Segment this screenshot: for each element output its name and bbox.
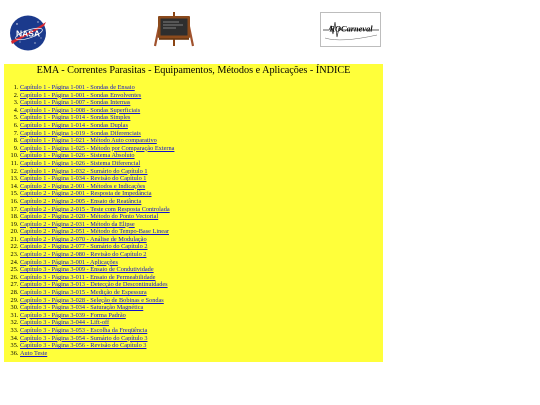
nasa-logo (8, 14, 48, 52)
nasa-logo-text: NASA (15, 28, 41, 39)
list-item (20, 312, 383, 320)
index-link[interactable]: Capítulo 1 - Página 1-026 - Sistema Diferencial (20, 159, 141, 167)
index-link[interactable]: Capítulo 2 - Página 2-015 - Teste com Resposta Controlada (20, 205, 170, 213)
list-item (20, 274, 383, 282)
index-list (4, 84, 383, 357)
index-link[interactable]: Capítulo 3 - Página 3-053 - Escolha da Freqüência (20, 327, 148, 334)
index-link[interactable]: Capítulo 1 - Página 1-014 - Sondas Simples (20, 114, 131, 122)
index-link[interactable]: Capítulo 3 - Página 3-015 - Medição de Espessura (20, 289, 147, 297)
index-link[interactable]: Capítulo 3 - Página 3-044 - Lift-off (20, 319, 110, 327)
index-link[interactable]: Capítulo 2 - Página 2-020 - Método do Ponto Vectorial (20, 213, 159, 221)
list-item (20, 335, 383, 343)
list-item (20, 289, 383, 297)
list-item (20, 342, 383, 350)
index-link[interactable]: Capítulo 1 - Página 1-034 - Revisão do Capítulo 1 (20, 175, 147, 183)
list-item (20, 198, 383, 206)
list-item (20, 92, 383, 100)
list-item (20, 243, 383, 251)
index-link[interactable]: Capítulo 1 - Página 1-001 - Sondas Envolventes (20, 91, 142, 99)
rocarneval-logo (320, 12, 381, 47)
list-item (20, 221, 383, 229)
index-link[interactable]: Capítulo 1 - Página 1-026 - Sistema Absoluto (20, 152, 135, 160)
index-link[interactable]: Capítulo 3 - Página 3-039 - Forma Padrão (20, 311, 126, 319)
index-link[interactable]: Capítulo 1 - Página 1-021 - Método Auto comparativo (20, 137, 157, 145)
list-item (20, 236, 383, 244)
index-link[interactable]: Capítulo 3 - Página 3-009 - Ensaio de Condutividade (20, 266, 154, 274)
list-item (20, 350, 383, 358)
index-link[interactable]: Capítulo 2 - Página 2-080 - Revisão do Capítulo 2 (20, 251, 147, 259)
index-link[interactable]: Auto Teste (20, 349, 48, 357)
index-link[interactable]: Capítulo 2 - Página 2-070 - Análise de Modulação (20, 235, 147, 243)
index-link[interactable]: Capítulo 1 - Página 1-019 - Sondas Diferenciais (20, 129, 141, 137)
index-link[interactable]: Capítulo 3 - Página 3-001 - Aplicações (20, 258, 118, 266)
list-item (20, 183, 383, 191)
list-item (20, 84, 383, 92)
index-link[interactable]: Capítulo 3 - Página 3-028 - Seleção de Bobinas e Sondas (20, 296, 164, 304)
list-item (20, 228, 383, 236)
list-item (20, 114, 383, 122)
list-item (20, 281, 383, 289)
index-link[interactable]: Capítulo 1 - Página 1-014 - Sondas Duplas (20, 121, 128, 129)
index-panel (4, 64, 383, 362)
rocarneval-logo-art (321, 13, 380, 46)
rocarneval-logo-text: ROCarneval (329, 24, 373, 34)
list-item (20, 213, 383, 221)
list-item (20, 122, 383, 130)
index-link[interactable]: Capítulo 3 - Página 3-013 - Detecção de Descontinuidades (20, 281, 168, 289)
list-item (20, 99, 383, 107)
list-item (20, 168, 383, 176)
index-link[interactable]: Capítulo 3 - Página 3-054 - Sumário do Capítulo 3 (20, 334, 148, 342)
list-item (20, 145, 383, 153)
list-item (20, 190, 383, 198)
index-link[interactable]: Capítulo 1 - Página 1-001 - Sondas de Ensaio (20, 84, 135, 91)
index-link[interactable]: Capítulo 2 - Página 2-051 - Método do Tempo-Base Linear (20, 228, 169, 236)
list-item (20, 130, 383, 138)
list-item (20, 160, 383, 168)
index-link[interactable]: Capítulo 2 - Página 2-001 - Resposta de Impedância (20, 190, 152, 198)
index-link[interactable]: Capítulo 1 - Página 1-008 - Sondas Superficiais (20, 106, 141, 114)
list-item (20, 152, 383, 160)
list-item (20, 304, 383, 312)
list-item (20, 319, 383, 327)
list-item (20, 206, 383, 214)
list-item (20, 137, 383, 145)
list-item (20, 107, 383, 115)
index-link[interactable]: Capítulo 1 - Página 1-007 - Sondas Internas (20, 99, 131, 107)
index-link[interactable]: Capítulo 2 - Página 2-005 - Ensaio de Reatância (20, 197, 142, 205)
chalkboard-easel-icon (151, 11, 197, 47)
list-item (20, 327, 383, 335)
index-link[interactable]: Capítulo 1 - Página 1-032 - Sumário do Capítulo 1 (20, 167, 148, 175)
index-link[interactable]: Capítulo 2 - Página 2-031 - Método da Elipse (20, 220, 135, 228)
list-item (20, 266, 383, 274)
index-link[interactable]: Capítulo 3 - Página 3-056 - Revisão do Capítulo 3 (20, 342, 147, 350)
list-item (20, 175, 383, 183)
index-link[interactable]: Capítulo 1 - Página 1-025 - Método por Comparação Externa (20, 144, 175, 152)
list-item (20, 297, 383, 305)
index-link[interactable]: Capítulo 2 - Página 2-077 - Sumário do Capítulo 2 (20, 243, 148, 251)
list-item (20, 251, 383, 259)
page-title: EMA - Correntes Parasitas - Equipamentos, Métodos e Aplicações - ÍNDICE (36, 65, 351, 76)
list-item (20, 259, 383, 267)
index-link[interactable]: Capítulo 3 - Página 3-011 - Ensaio de Permeabilidade (20, 273, 156, 281)
index-link[interactable]: Capítulo 2 - Página 2-001 - Métodos e Indicações (20, 182, 146, 190)
index-link[interactable]: Capítulo 3 - Página 3-034 - Saturação Magnética (20, 304, 144, 312)
